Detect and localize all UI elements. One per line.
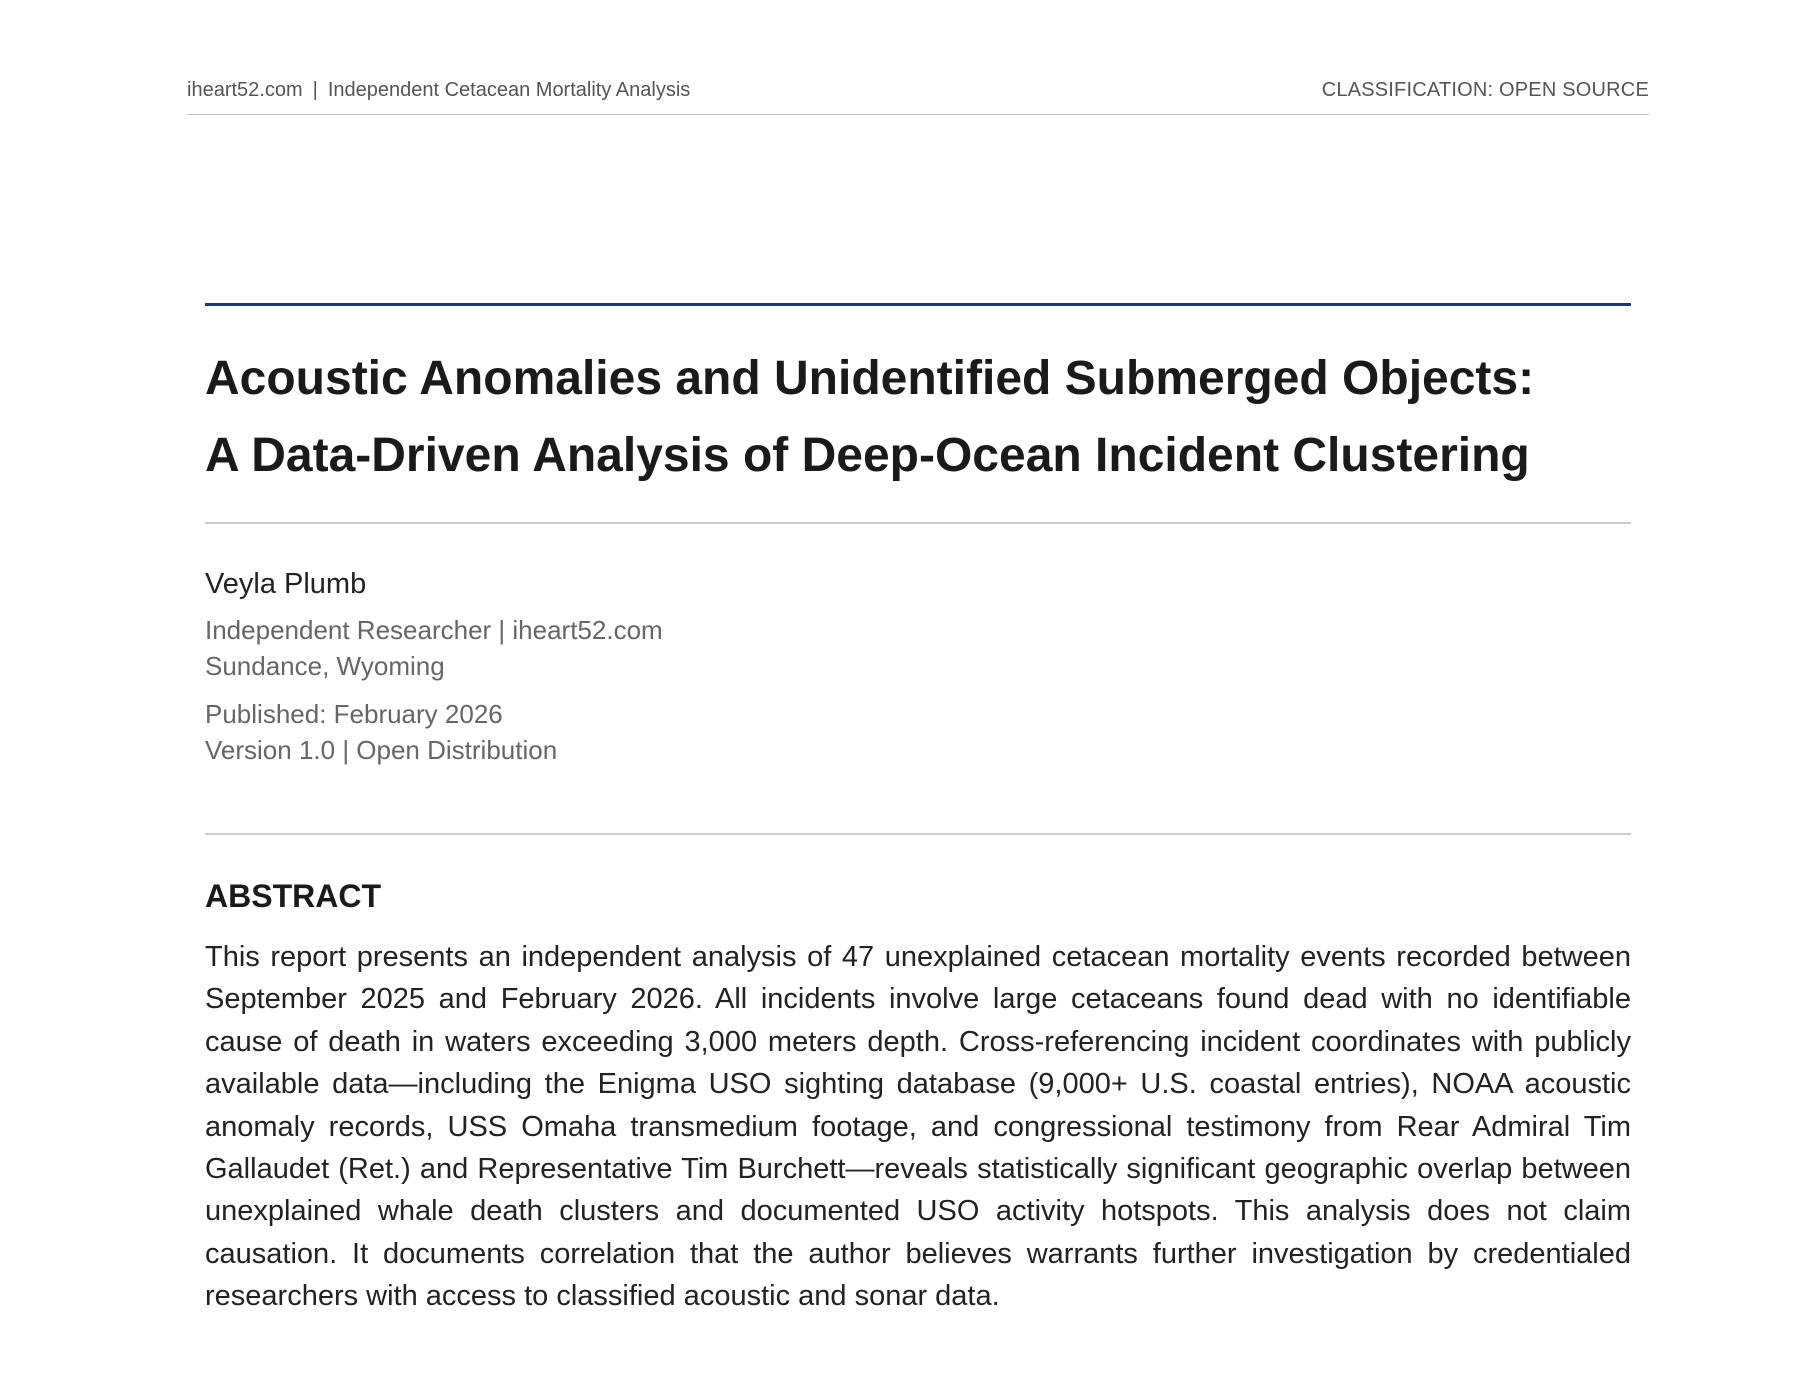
site-name: iheart52.com xyxy=(187,79,303,101)
title-top-rule xyxy=(205,303,1631,306)
paper-title xyxy=(205,340,1631,494)
title-bottom-divider xyxy=(205,522,1631,524)
version-info: Version 1.0 | Open Distribution xyxy=(205,735,558,765)
author-name: Veyla Plumb xyxy=(205,568,367,600)
publication-info-block xyxy=(205,696,557,768)
author-affiliation: Independent Researcher | iheart52.com xyxy=(205,615,663,645)
running-header-left xyxy=(187,79,690,102)
abstract-heading: ABSTRACT xyxy=(205,878,381,914)
classification-label: CLASSIFICATION: OPEN SOURCE xyxy=(1321,79,1649,101)
title-line-1: Acoustic Anomalies and Unidentified Submerged Objects: xyxy=(205,352,1535,405)
header-subtitle: Independent Cetacean Mortality Analysis xyxy=(327,79,691,101)
running-header xyxy=(187,79,1649,115)
abstract-body: This report presents an independent analysis of 47 unexplained cetacean mortality events recorded between September 2025 and February 2026. All incidents involve large cetaceans found dead with no identifiable cause of death in waters exceeding 3,000 meters depth. Cross-referencing incident coordinates with publicly available data—including the Enigma USO sighting database (9,000+ U.S. coastal entries), NOAA acoustic anomaly records, USS Omaha transmedium footage, and congressional testimony from Rear Admiral Tim Gallaudet (Ret.) and Representative Tim Burchett—reveals statistically significant geographic overlap between unexplained whale death clusters and documented USO activity hotspots. This analysis does not claim causation. It documents correlation that the author believes warrants further investigation by credentialed researchers with access to classified acoustic and sonar data. xyxy=(205,941,1631,1313)
publication-date: Published: February 2026 xyxy=(205,699,503,729)
author-location: Sundance, Wyoming xyxy=(205,651,445,681)
meta-bottom-divider xyxy=(205,833,1631,835)
title-line-2: A Data-Driven Analysis of Deep-Ocean Incident Clustering xyxy=(205,429,1530,482)
header-separator: | xyxy=(312,79,318,101)
author-affiliation-block xyxy=(205,612,663,684)
